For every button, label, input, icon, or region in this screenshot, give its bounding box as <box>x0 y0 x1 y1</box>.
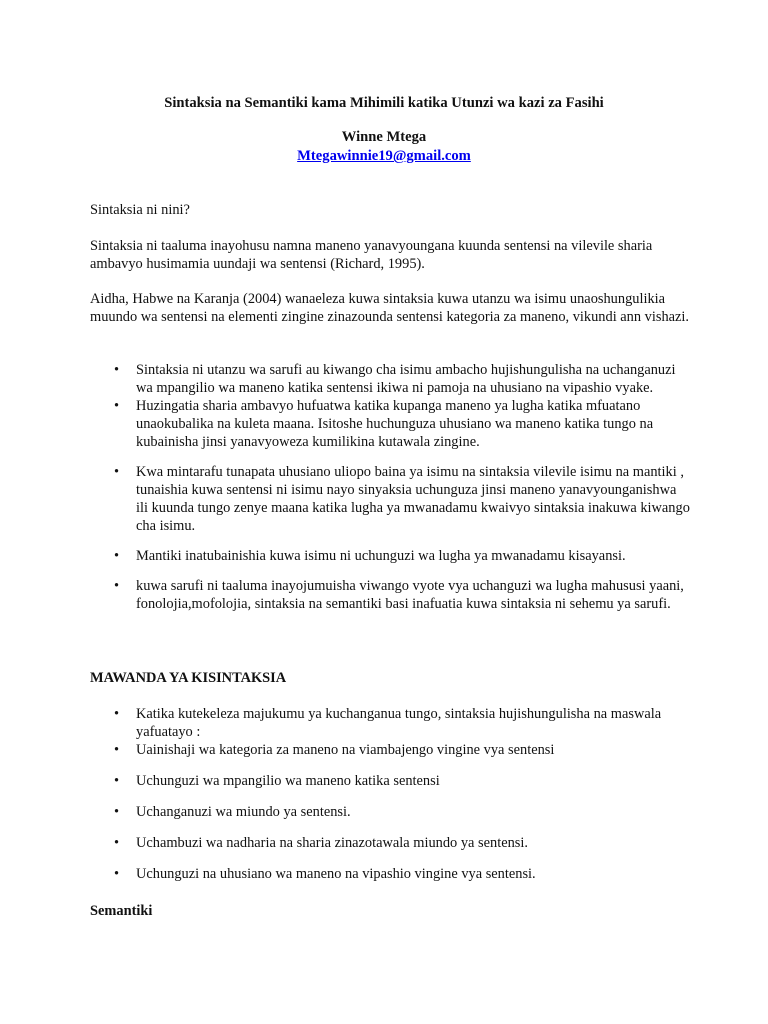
list-item: • Huzingatia sharia ambavyo hufuatwa katika kupanga maneno ya lugha katika mfuatano unaokubalika na kuleta maana. Isitoshe huchunguza uhusiano wa maneno katika tungo na kubainisha jinsi yanavyoweza kumilikina kutawala zingine. <box>90 397 690 451</box>
author-name: Winne Mtega <box>341 129 427 145</box>
list-item: • Katika kutekeleza majukumu ya kuchanganua tungo, sintaksia hujishungulisha na maswala yafuatayo : <box>90 705 690 741</box>
list-item: • Uchanganuzi wa miundo ya sentensi. <box>90 803 690 821</box>
definition-paragraph: Sintaksia ni taaluma inayohusu namna maneno yanavyoungana kuunda sentensi na vilevile sharia ambavyo husimamia uundaji wa sentensi (Richard, 1995). <box>90 238 653 272</box>
email-link[interactable]: Mtegawinnie19@gmail.com <box>297 148 471 164</box>
author-email <box>0 147 768 165</box>
syntax-bullet-list <box>90 361 690 613</box>
section-heading-mawanda: MAWANDA YA KISINTAKSIA <box>90 670 287 686</box>
list-item: • Uchunguzi na uhusiano wa maneno na vipashio vingine vya sentensi. <box>90 865 690 883</box>
scope-bullet-list <box>90 705 690 883</box>
document-title: Sintaksia na Semantiki kama Mihimili katika Utunzi wa kazi za Fasihi <box>164 95 604 111</box>
list-item: • Mantiki inatubainishia kuwa isimu ni uchunguzi wa lugha ya mwanadamu kisayansi. <box>90 547 690 565</box>
list-item: • Uchambuzi wa nadharia na sharia zinazotawala miundo ya sentensi. <box>90 834 690 852</box>
list-item: • Uainishaji wa kategoria za maneno na viambajengo vingine vya sentensi <box>90 741 690 759</box>
list-item: • Kwa mintarafu tunapata uhusiano uliopo baina ya isimu na sintaksia vilevile isimu na mantiki , tunaishia kuwa sentensi ni isimu nayo sinyaksia uchunguza jinsi maneno yanavyounganishwa ili kuunda tungo zenye maana katika lugha ya mwanadamu kwaivyo sintaksia inakuwa kiwango cha isimu. <box>90 463 690 535</box>
section-heading-semantiki: Semantiki <box>90 903 153 919</box>
list-item: • Uchunguzi wa mpangilio wa maneno katika sentensi <box>90 772 690 790</box>
question-text: Sintaksia ni nini? <box>90 202 190 218</box>
list-item: • Sintaksia ni utanzu wa sarufi au kiwango cha isimu ambacho hujishungulisha na uchanganuzi wa mpangilio wa maneno katika sentensi ikiwa ni pamoja na uhusiano na vipashio vyake. <box>90 361 690 397</box>
list-item: • kuwa sarufi ni taaluma inayojumuisha viwango vyote vya uchanguzi wa lugha mahususi yaani, fonolojia,mofolojia, sintaksia na semantiki basi inafuatia kuwa sintaksia ni sehemu ya sarufi. <box>90 577 690 613</box>
explanation-paragraph: Aidha, Habwe na Karanja (2004) wanaeleza kuwa sintaksia kuwa utanzu wa isimu unaoshungulikia muundo wa sentensi na elementi zingine zinazounda sentensi kategoria za maneno, vikundi ann vishazi. <box>90 291 690 325</box>
